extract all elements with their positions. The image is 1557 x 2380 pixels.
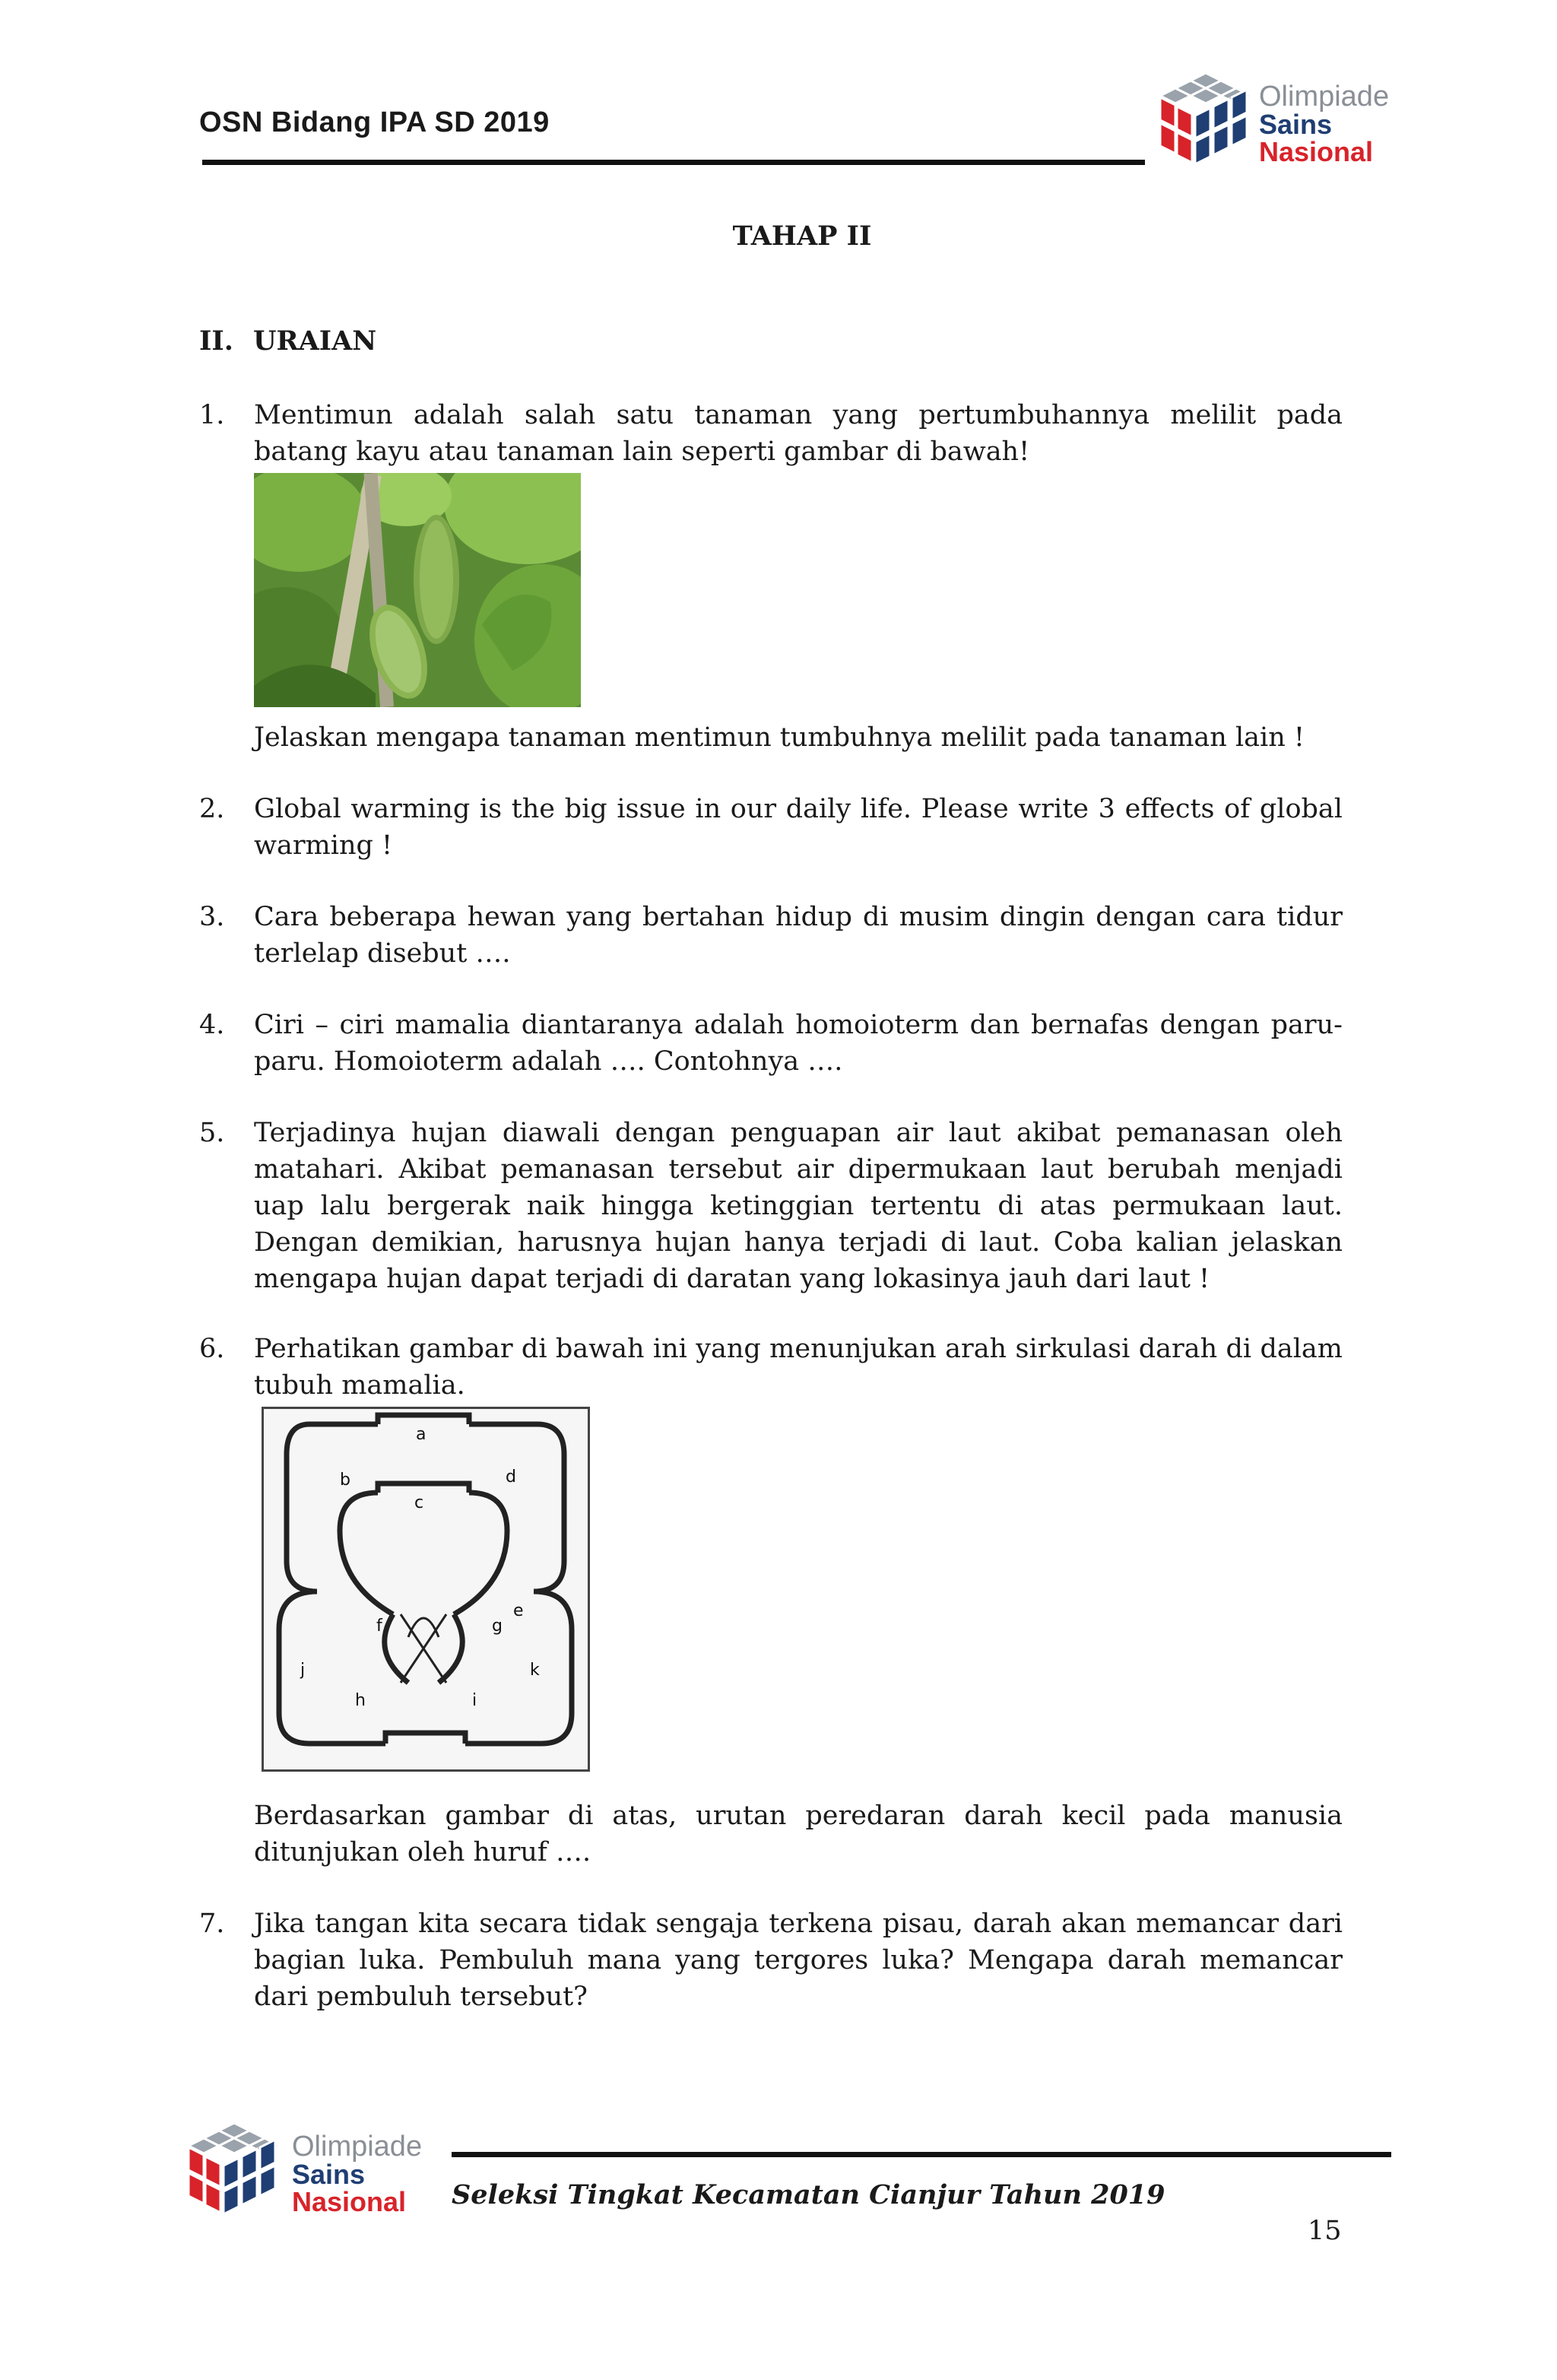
question-5 (199, 1115, 1343, 1297)
footer-logo (181, 2123, 439, 2229)
question-number: 3. (199, 902, 225, 932)
question-2 (199, 791, 1343, 864)
label-f: f (376, 1617, 382, 1636)
question-text: Terjadinya hujan diawali dengan penguapan air laut akibat pemanasan oleh matahari. Akibat pemanasan tersebut air dipermukaan laut berubah menjadi uap lalu bergerak naik hingga ketinggian tertentu di atas permukaan laut. Dengan demikian, harusnya hujan hanya terjadi di laut. Coba kalian jelaskan mengapa hujan dapat terjadi di daratan yang lokasinya jauh dari laut ! (254, 1118, 1343, 1294)
section-title: URAIAN (253, 325, 377, 357)
page-number: 15 (1308, 2216, 1342, 2246)
label-i: i (472, 1691, 477, 1710)
label-b: b (340, 1471, 350, 1490)
cucumber-plant-image (254, 473, 581, 707)
question-text: Mentimun adalah salah satu tanaman yang pertumbuhannya melilit pada batang kayu atau tanaman lain seperti gambar di bawah! (254, 400, 1343, 467)
label-g: g (492, 1617, 503, 1636)
header-rule (202, 160, 1145, 165)
question-1-prompt: Jelaskan mengapa tanaman mentimun tumbuhnya melilit pada tanaman lain ! (254, 722, 1305, 753)
question-7 (199, 1906, 1343, 2015)
footer-text: Seleksi Tingkat Kecamatan Cianjur Tahun 2019 (452, 2179, 1165, 2210)
label-h: h (355, 1691, 366, 1710)
question-number: 7. (199, 1909, 225, 1939)
question-text: Perhatikan gambar di bawah ini yang menunjukan arah sirkulasi darah di dalam tubuh mamalia. (254, 1334, 1343, 1401)
circulation-drawing (264, 1409, 588, 1769)
logo-text-olimpiade: Olimpiade (1259, 81, 1390, 113)
section-number: II. (199, 325, 233, 357)
label-c: c (414, 1493, 424, 1512)
cube-logo-icon (1153, 73, 1259, 179)
logo-text-nasional: Nasional (292, 2186, 407, 2217)
label-k: k (530, 1661, 540, 1680)
label-d: d (506, 1468, 516, 1487)
question-4 (199, 1007, 1343, 1080)
header-logo (1153, 73, 1396, 179)
label-a: a (416, 1425, 427, 1444)
question-3 (199, 899, 1343, 972)
cucumber-photo (254, 473, 581, 707)
logo-text-nasional: Nasional (1259, 136, 1374, 167)
question-text: Jika tangan kita secara tidak sengaja terkena pisau, darah akan memancar dari bagian luka. Pembuluh mana yang tergores luka? Mengapa darah memancar dari pembuluh tersebut? (254, 1909, 1343, 2012)
footer-rule (452, 2152, 1391, 2157)
question-1 (199, 397, 1343, 470)
question-text: Cara beberapa hewan yang bertahan hidup di musim dingin dengan cara tidur terlelap disebut …. (254, 902, 1343, 969)
label-e: e (513, 1601, 524, 1620)
question-number: 4. (199, 1010, 225, 1040)
question-number: 2. (199, 794, 225, 824)
stage-title: TAHAP II (732, 221, 872, 252)
label-j: j (300, 1661, 306, 1680)
question-6 (199, 1331, 1343, 1404)
cube-logo-icon (181, 2123, 287, 2229)
logo-text-sains: Sains (292, 2159, 366, 2190)
blood-circulation-diagram (262, 1407, 590, 1772)
question-number: 6. (199, 1334, 225, 1364)
header-title: OSN Bidang IPA SD 2019 (199, 106, 550, 138)
logo-text-olimpiade: Olimpiade (292, 2131, 423, 2163)
question-text: Ciri – ciri mamalia diantaranya adalah homoioterm dan bernafas dengan paru-paru. Homoioterm adalah …. Contohnya …. (254, 1010, 1343, 1077)
question-number: 1. (199, 400, 225, 430)
question-6-prompt: Berdasarkan gambar di atas, urutan peredaran darah kecil pada manusia ditunjukan oleh huruf …. (254, 1801, 1343, 1868)
question-text: Global warming is the big issue in our daily life. Please write 3 effects of global warming ! (254, 794, 1343, 861)
question-number: 5. (199, 1118, 225, 1148)
logo-text-sains: Sains (1259, 109, 1333, 140)
